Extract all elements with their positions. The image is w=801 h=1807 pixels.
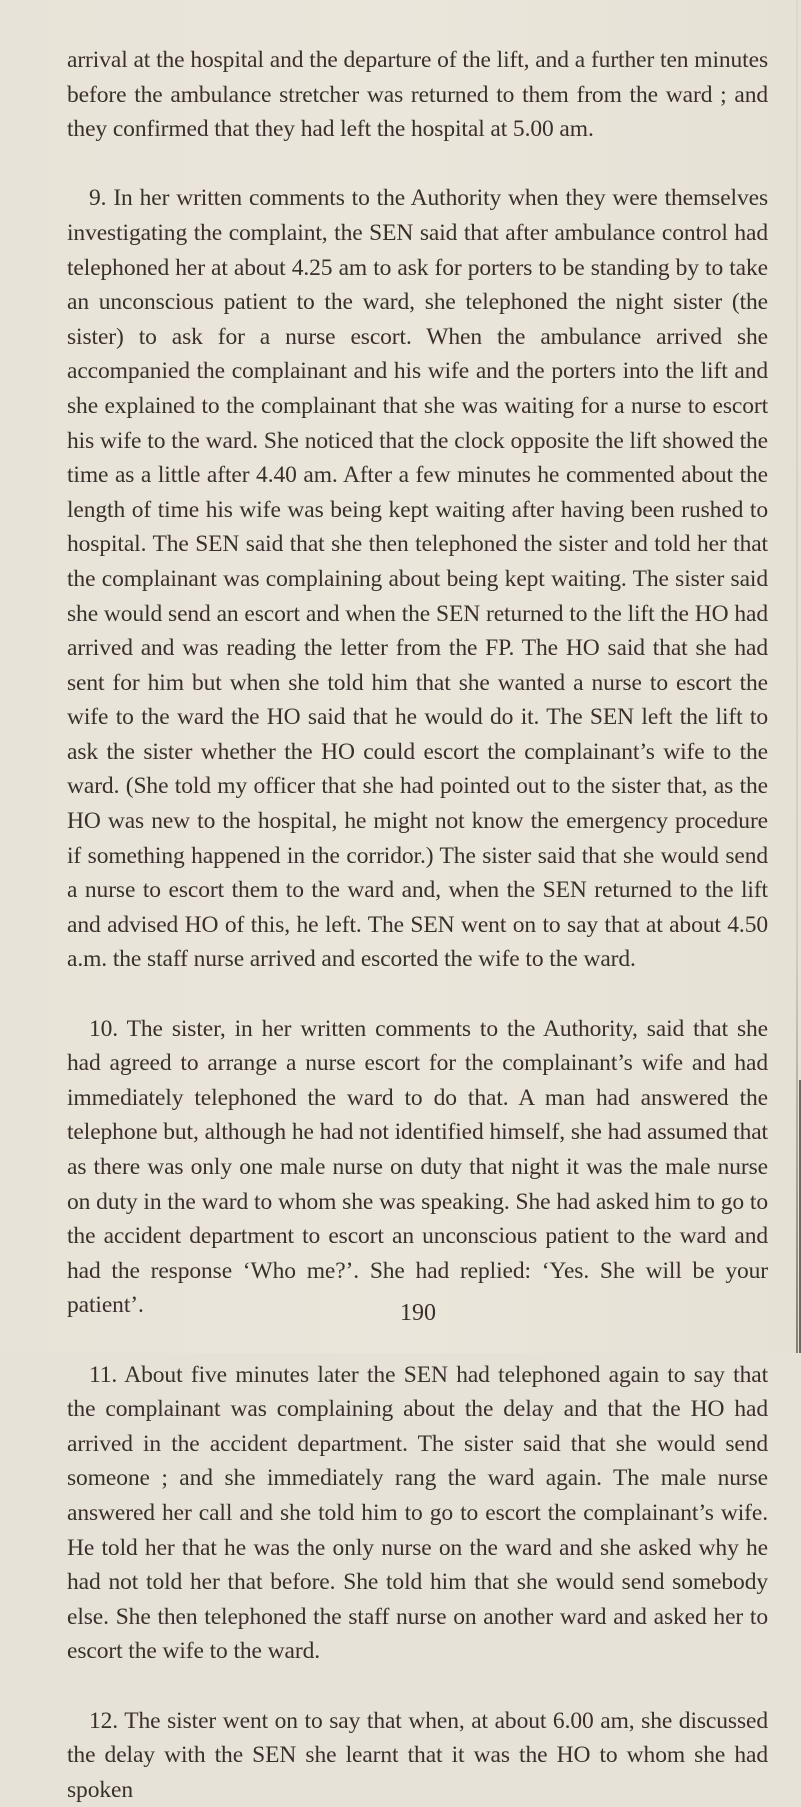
paragraph-10: 10. The sister, in her written comments to the Authority, said that she had agreed to arrange a nurse escort for the complainant’s wife and had immediately telephoned the ward to do that. A man had answered the telephone but, although he had not identified himself, she had assumed that as there was only one male nurse on duty that night it was the male nurse on duty in the ward to whom she was speaking. She had asked him to go to the accident department to escort an unconscious patient to the ward and had the response ‘Who me?’. She had replied: ‘Yes. She will be your patient’. [67, 1012, 768, 1323]
paragraph-12: 12. The sister went on to say that when, at about 6.00 am, she discussed the delay with the SEN she learnt that it was the HO to whom she had spoken [67, 1704, 768, 1807]
body-text [67, 43, 768, 1807]
paragraph-continued: arrival at the hospital and the departure of the lift, and a further ten minutes before the ambulance stretcher was returned to them from the ward ; and they confirmed that they had left the hospital at 5.00 am. [67, 43, 768, 147]
paragraph-9: 9. In her written comments to the Authority when they were themselves investigating the complaint, the SEN said that after ambulance control had telephoned her at about 4.25 am to ask for porters to be standing by to take an unconscious patient to the ward, she telephoned the night sister (the sister) to ask for a nurse escort. When the ambulance arrived she accompanied the complainant and his wife and the porters into the lift and she explained to the complainant that she was waiting for a nurse to escort his wife to the ward. She noticed that the clock opposite the lift showed the time as a little after 4.40 am. After a few minutes he commented about the length of time his wife was being kept waiting after having been rushed to hospital. The SEN said that she then telephoned the sister and told her that the complainant was complaining about being kept waiting. The sister said she would send an escort and when the SEN returned to the lift the HO had arrived and was reading the letter from the FP. The HO said that she had sent for him but when she told him that she wanted a nurse to escort the wife to the ward the HO said that he would do it. The SEN left the lift to ask the sister whether the HO could escort the complainant’s wife to the ward. (She told my officer that she had pointed out to the sister that, as the HO was new to the hospital, he might not know the emergency procedure if something happened in the corridor.) The sister said that she would send a nurse to escort them to the ward and, when the SEN returned to the lift and advised HO of this, he left. The SEN went on to say that at about 4.50 a.m. the staff nurse arrived and escorted the wife to the ward. [67, 181, 768, 977]
page-edge-shadow [796, 0, 798, 1353]
paragraph-11: 11. About five minutes later the SEN had telephoned again to say that the complainant was complaining about the delay and that the HO had arrived in the accident department. The sister said that she would send someone ; and she immediately rang the ward again. The male nurse answered her call and she told him to go to escort the complainant’s wife. He told her that he was the only nurse on the ward and she asked why he had not told her that before. She told him that she would send somebody else. She then telephoned the staff nurse on another ward and asked her to escort the wife to the ward. [67, 1358, 768, 1669]
page-number: 190 [0, 1300, 801, 1327]
